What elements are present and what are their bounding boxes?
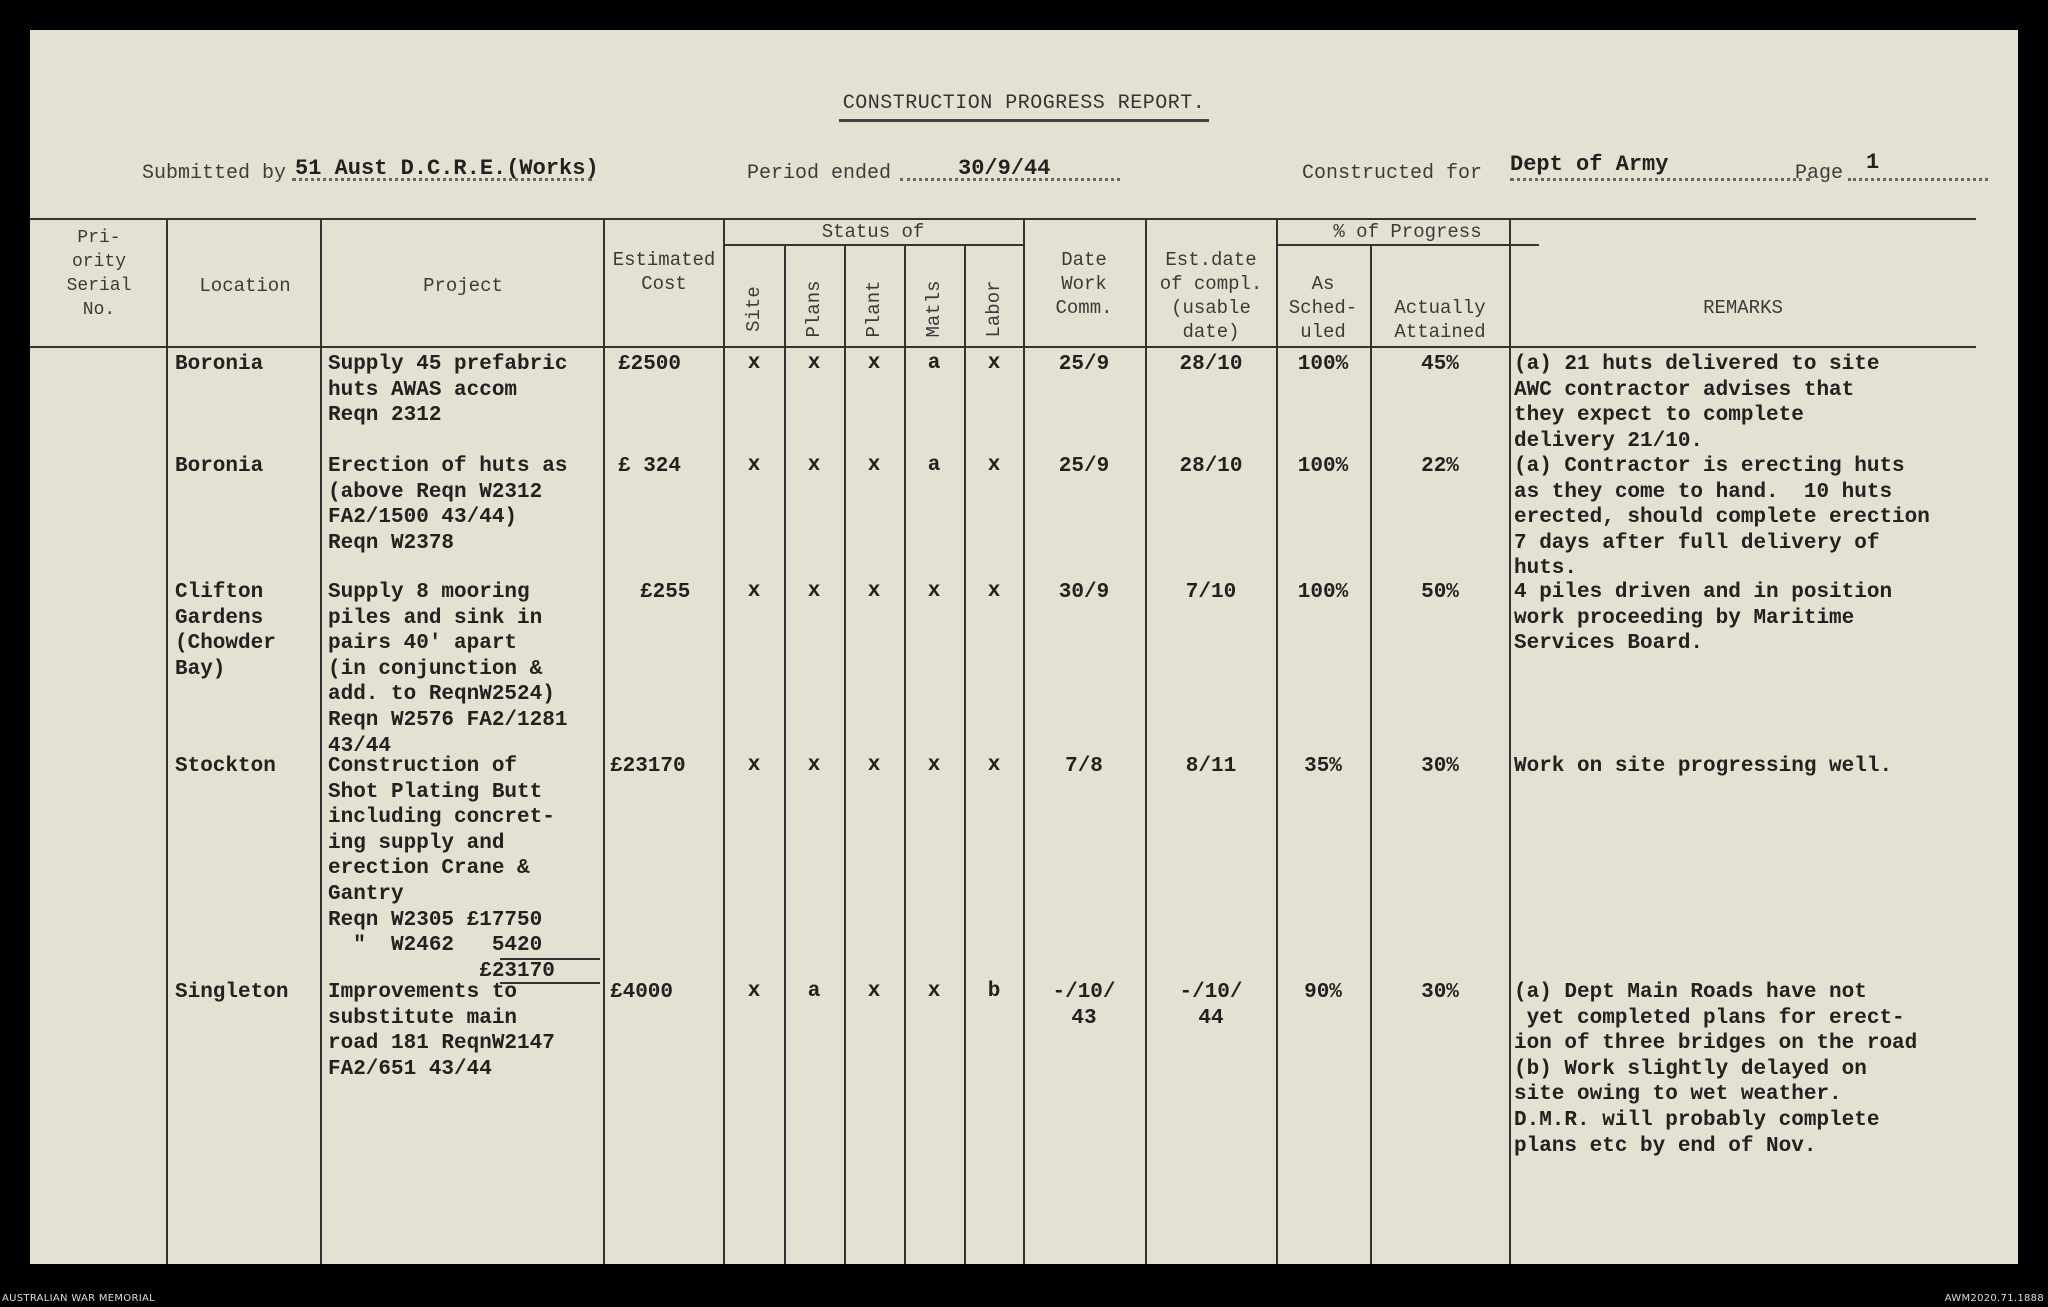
progress-group-header: % of Progress — [1333, 221, 1482, 243]
constructed-for-value: Dept of Army — [1510, 152, 1669, 177]
row-cost: £ 324 — [618, 455, 682, 478]
row-attained: 22% — [1421, 455, 1459, 478]
row-status-matls: x — [927, 754, 941, 777]
row-status-plant: x — [867, 454, 881, 477]
row-status-plant: x — [867, 754, 881, 777]
remarks-header: REMARKS — [1703, 297, 1783, 319]
priority-header: Pri- ority Serial No. — [66, 228, 132, 320]
est-date-header: Est.date of compl. (usable date) — [1159, 249, 1263, 343]
row-status-plans: x — [807, 454, 821, 477]
project-header: Project — [423, 275, 503, 297]
row-status-plant: x — [867, 352, 881, 375]
row-project: Supply 45 prefabric huts AWAS accom Reqn 2312 — [328, 353, 568, 428]
row-status-labor: x — [987, 580, 1001, 603]
row-location: Stockton — [175, 755, 276, 778]
row-remarks: Work on site progressing well. — [1514, 755, 1893, 778]
period-ended-label: Period ended — [747, 162, 892, 185]
page-dots — [1848, 178, 1988, 181]
row-project: Erection of huts as (above Reqn W2312 FA2/1500 43/44) Reqn W2378 — [328, 455, 568, 555]
row-est-date: -/10/ 44 — [1179, 981, 1243, 1030]
row-date-comm: 25/9 — [1058, 455, 1110, 478]
row-location: Clifton Gardens (Chowder Bay) — [175, 581, 276, 681]
scheduled-header: As Sched- uled — [1288, 273, 1358, 343]
row-est-date: 28/10 — [1179, 353, 1243, 376]
row-date-comm: -/10/ 43 — [1052, 981, 1116, 1030]
constructed-dots — [1510, 178, 1810, 181]
row-status-plans: x — [807, 580, 821, 603]
row-date-comm: 7/8 — [1065, 755, 1103, 778]
row-status-labor: b — [987, 980, 1001, 1003]
col-rule — [166, 218, 168, 1264]
row-est-date: 8/11 — [1185, 755, 1237, 778]
row-location: Boronia — [175, 455, 264, 478]
col-rule — [603, 218, 605, 1264]
row-status-site: x — [747, 454, 761, 477]
row-location: Boronia — [175, 353, 264, 376]
status-plans-header: Plans — [803, 280, 825, 338]
col-rule — [320, 218, 322, 1264]
constructed-for-label: Constructed for — [1302, 162, 1483, 185]
row-attained: 30% — [1421, 981, 1459, 1004]
subtotal-underline — [500, 958, 600, 960]
row-status-plans: x — [807, 754, 821, 777]
row-attained: 45% — [1421, 353, 1459, 376]
row-status-matls: x — [927, 580, 941, 603]
submitted-by-label: Submitted by — [142, 162, 287, 185]
row-cost: £2500 — [618, 353, 682, 376]
status-matls-header: Matls — [923, 280, 945, 338]
row-attained: 30% — [1421, 755, 1459, 778]
row-scheduled: 100% — [1297, 353, 1349, 376]
date-comm-header: Date Work Comm. — [1055, 249, 1113, 319]
submitted-by-value: 51 Aust D.C.R.E.(Works) — [295, 156, 599, 181]
row-status-matls: a — [927, 352, 941, 375]
attained-header: Actually Attained — [1394, 297, 1486, 343]
page-number: 1 — [1866, 150, 1880, 175]
period-dots — [900, 178, 1120, 181]
row-scheduled: 100% — [1297, 455, 1349, 478]
row-scheduled: 90% — [1304, 981, 1342, 1004]
col-rule — [1509, 218, 1511, 1264]
row-status-labor: x — [987, 352, 1001, 375]
status-site-header: Site — [743, 286, 765, 332]
report-title: CONSTRUCTION PROGRESS REPORT. — [30, 92, 2018, 115]
period-ended-value: 30/9/44 — [958, 156, 1051, 181]
row-status-plant: x — [867, 580, 881, 603]
submitted-dots — [292, 178, 592, 181]
col-rule — [1023, 218, 1025, 1264]
row-cost: £4000 — [610, 981, 674, 1004]
cost-header: Estimated Cost — [612, 249, 716, 295]
row-cost: £255 — [640, 581, 691, 604]
row-status-site: x — [747, 352, 761, 375]
row-remarks: (a) Dept Main Roads have not yet completed plans for erect- ion of three bridges on the road (b) Work slightly delayed on site owing to wet weather. D.M.R. will probably complete plans etc by end of Nov. — [1514, 981, 1918, 1158]
row-scheduled: 100% — [1297, 581, 1349, 604]
row-status-labor: x — [987, 754, 1001, 777]
row-status-matls: a — [927, 454, 941, 477]
row-date-comm: 30/9 — [1058, 581, 1110, 604]
progress-group-rule — [1276, 244, 1539, 246]
page-label: Page — [1795, 162, 1844, 185]
row-status-site: x — [747, 980, 761, 1003]
row-remarks: 4 piles driven and in position work proceeding by Maritime Services Board. — [1514, 581, 1893, 656]
row-status-plant: x — [867, 980, 881, 1003]
row-est-date: 28/10 — [1179, 455, 1243, 478]
archive-reference: AWM2020.71.1888 — [1944, 1293, 2044, 1304]
row-project: Improvements to substitute main road 181 ReqnW2147 FA2/651 43/44 — [328, 981, 555, 1081]
row-status-site: x — [747, 754, 761, 777]
row-status-matls: x — [927, 980, 941, 1003]
row-status-site: x — [747, 580, 761, 603]
row-cost: £23170 — [610, 755, 686, 778]
row-attained: 50% — [1421, 581, 1459, 604]
row-remarks: (a) Contractor is erecting huts as they come to hand. 10 huts erected, should complete erection 7 days after full delivery of huts. — [1514, 455, 1930, 581]
row-remarks: (a) 21 huts delivered to site AWC contractor advises that they expect to complete delivery 21/10. — [1514, 353, 1880, 453]
row-location: Singleton — [175, 981, 289, 1004]
row-status-plans: a — [807, 980, 821, 1003]
row-status-plans: x — [807, 352, 821, 375]
row-est-date: 7/10 — [1185, 581, 1237, 604]
status-group-rule — [723, 244, 1023, 246]
document-page — [30, 30, 2018, 1264]
row-project: Supply 8 mooring piles and sink in pairs 40' apart (in conjunction & add. to ReqnW2524) Reqn W2576 FA2/1281 43/44 — [328, 581, 568, 758]
status-group-header: Status of — [821, 221, 925, 243]
status-labor-header: Labor — [983, 280, 1005, 338]
row-status-labor: x — [987, 454, 1001, 477]
row-date-comm: 25/9 — [1058, 353, 1110, 376]
status-plant-header: Plant — [863, 280, 885, 338]
archive-credit: AUSTRALIAN WAR MEMORIAL — [2, 1293, 155, 1304]
location-header: Location — [199, 275, 291, 297]
row-project: Construction of Shot Plating Butt including concret- ing supply and erection Crane & Gantry Reqn W2305 £17750 " W2462 5420 £23170 — [328, 755, 555, 983]
row-scheduled: 35% — [1304, 755, 1342, 778]
